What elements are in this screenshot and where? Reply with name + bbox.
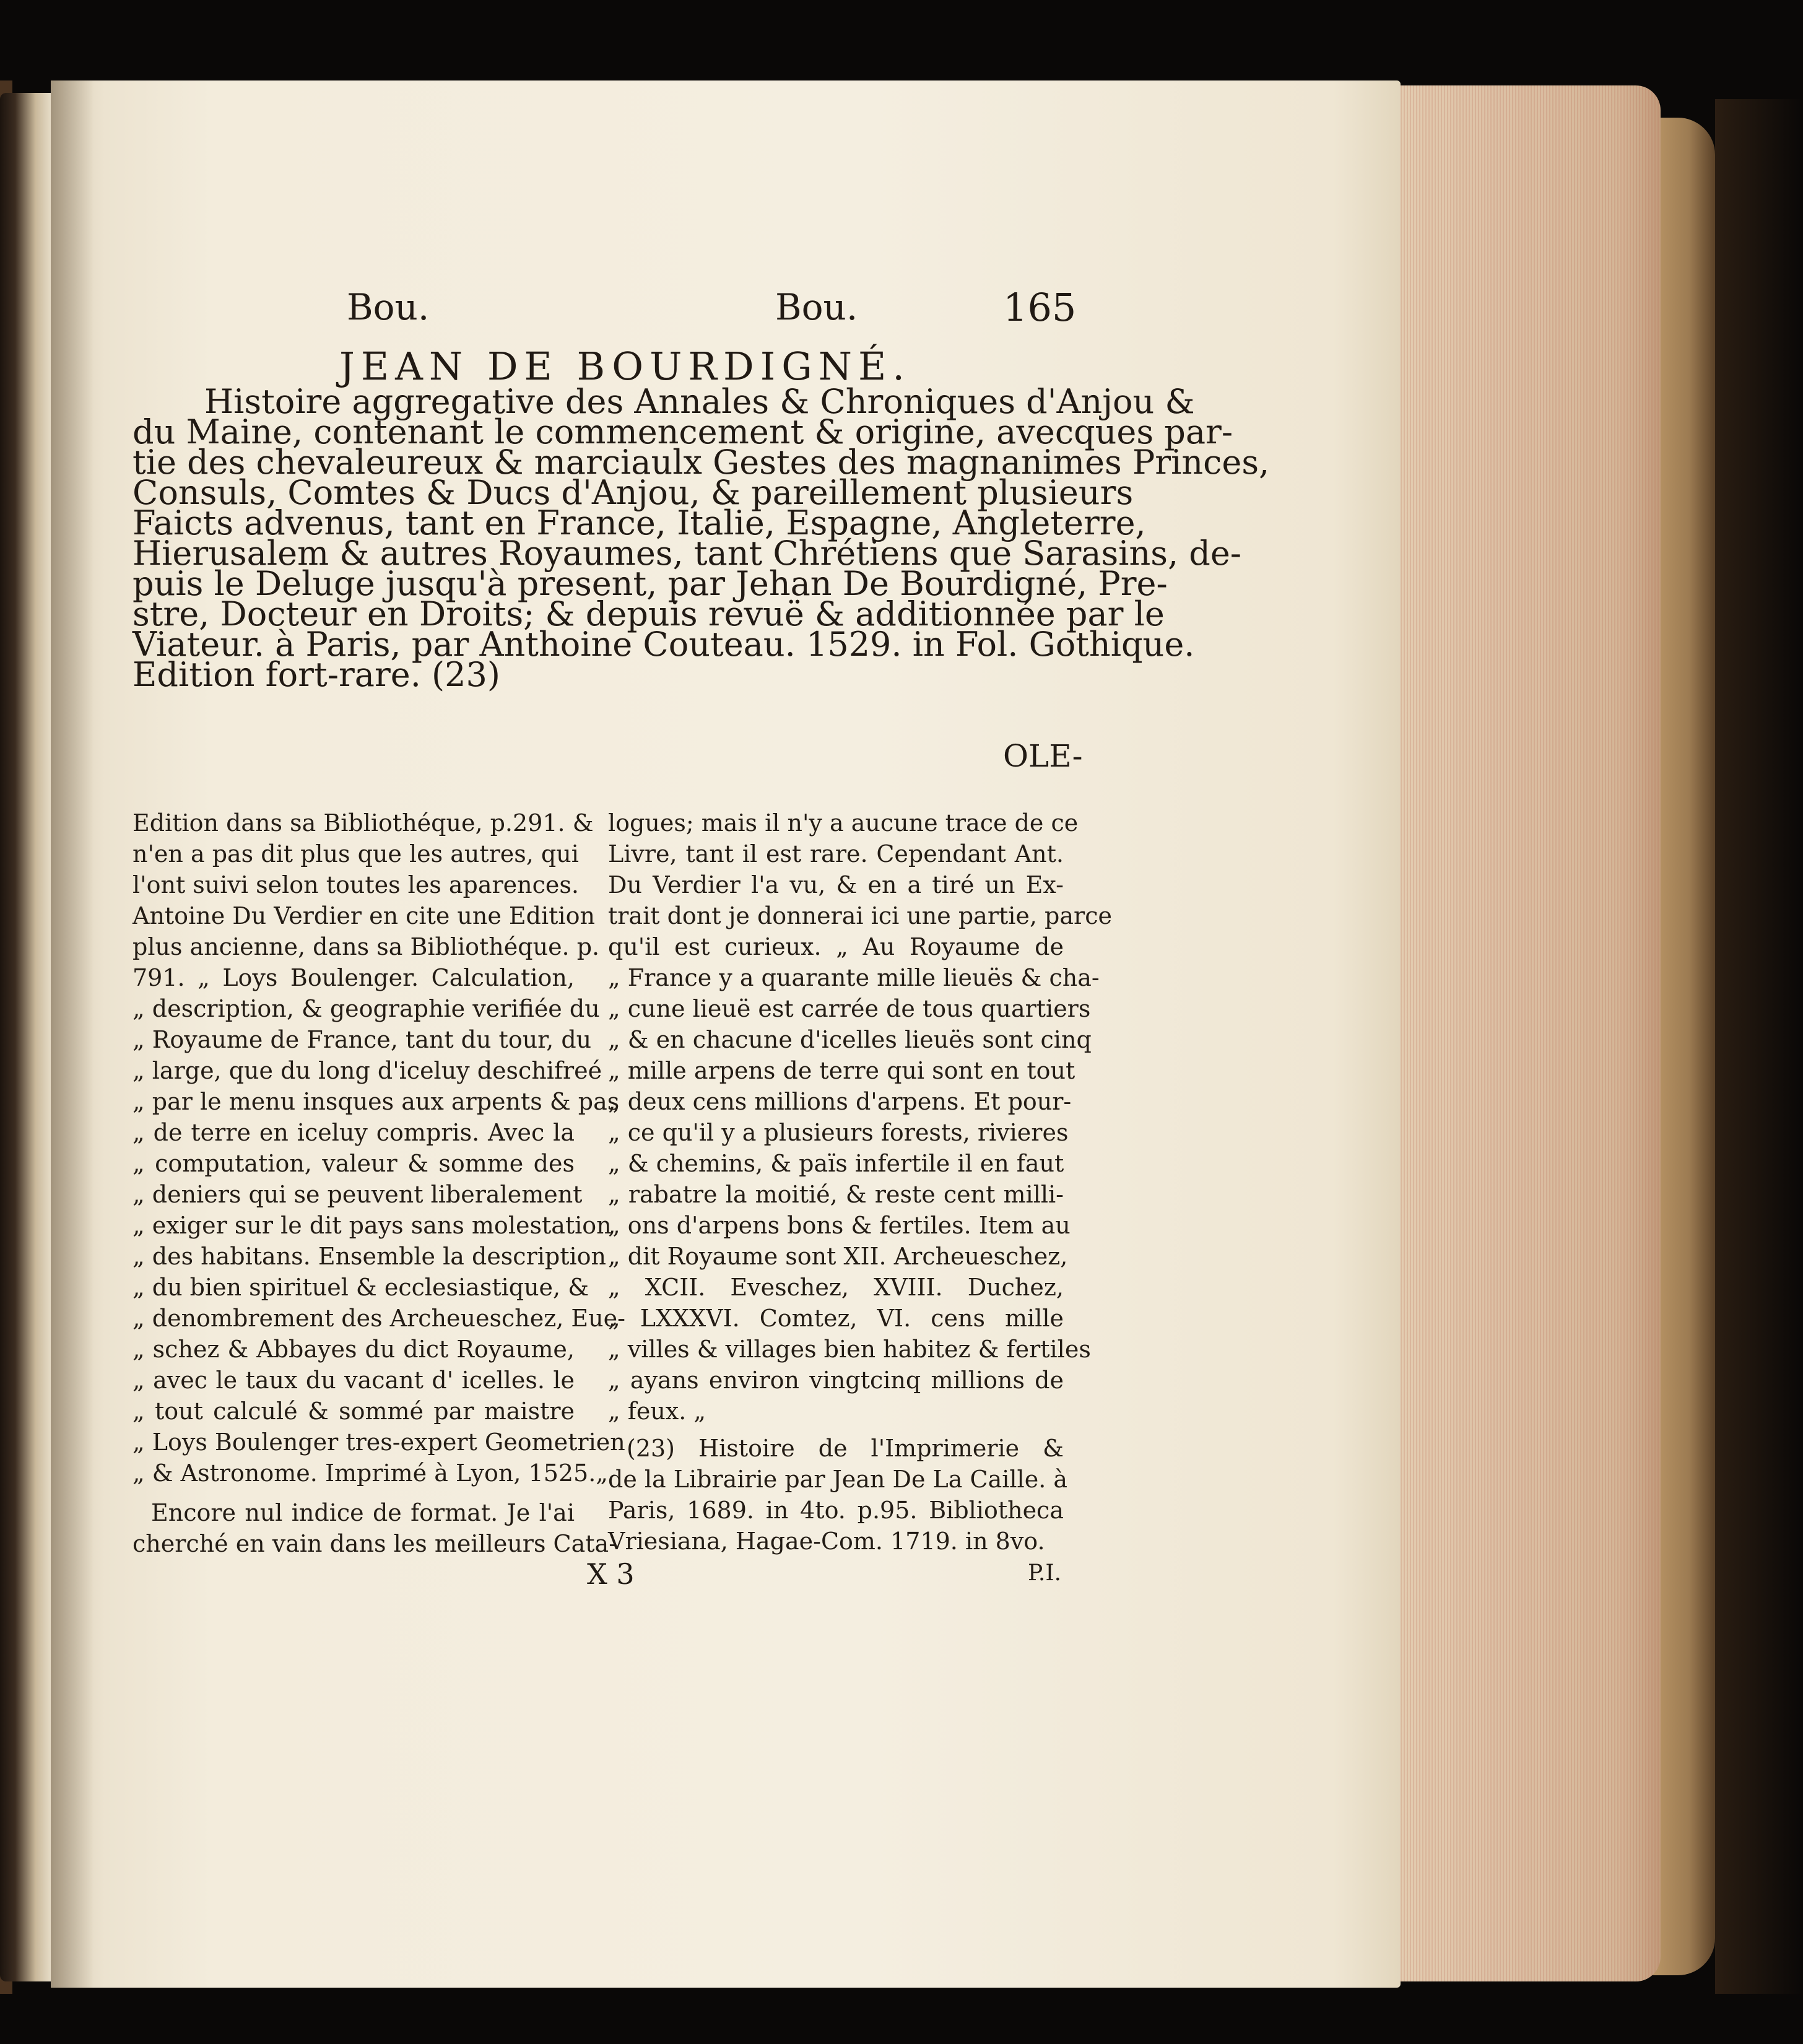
main-text-line: Edition fort-rare. (23) — [133, 655, 500, 694]
right-column-line: Paris, 1689. in 4to. p.95. Bibliotheca — [608, 1497, 1064, 1524]
left-column-line: „ avec le taux du vacant d' icelles. le — [133, 1367, 575, 1394]
main-text-line: du Maine, contenant le commencement & origine, avecques par- — [133, 412, 1233, 451]
left-column-line: „ exiger sur le dit pays sans molestation — [133, 1212, 612, 1239]
right-column-line: „ rabatre la moitié, & reste cent milli- — [608, 1181, 1064, 1208]
catchword-top: OLE- — [1003, 738, 1083, 774]
left-column-line: plus ancienne, dans sa Bibliothéque. p. — [133, 933, 600, 960]
right-column-line: „ & en chacune d'icelles lieuës sont cinq — [608, 1026, 1092, 1053]
right-column-line: „ France y a quarante mille lieuës & cha- — [608, 964, 1100, 991]
catchword-bottom: P.I. — [1028, 1560, 1062, 1586]
left-column-line: „ deniers qui se peuvent liberalement — [133, 1181, 583, 1208]
left-column-line: „ denombrement des Archeueschez, Eue- — [133, 1305, 625, 1332]
cover-shadow — [1715, 99, 1803, 1994]
left-column-line: „ large, que du long d'iceluy deschifreé — [133, 1057, 602, 1084]
left-column-line: „ Royaume de France, tant du tour, du — [133, 1026, 592, 1053]
right-column-line: „ ce qu'il y a plusieurs forests, rivieres — [608, 1119, 1069, 1146]
right-column-line: qu'il est curieux. „ Au Royaume de — [608, 933, 1064, 960]
left-column-line: „ Loys Boulenger tres-expert Geometrien — [133, 1429, 625, 1456]
right-column-line: logues; mais il n'y a aucune trace de ce — [608, 809, 1079, 837]
right-column-line: „ deux cens millions d'arpens. Et pour- — [608, 1088, 1072, 1115]
page-number: 165 — [1003, 285, 1077, 330]
main-text-line: Hierusalem & autres Royaumes, tant Chrétiens que Sarasins, de- — [133, 534, 1242, 573]
right-column-line: „ villes & villages bien habitez & fertiles — [608, 1336, 1091, 1363]
left-column-line: Encore nul indice de format. Je l'ai — [151, 1499, 575, 1526]
right-column-line: de la Librairie par Jean De La Caille. à — [608, 1466, 1068, 1493]
left-column-line: Antoine Du Verdier en cite une Edition — [133, 902, 595, 929]
running-head-left: Bou. — [347, 286, 430, 328]
left-column-line: „ par le menu insques aux arpents & pas — [133, 1088, 620, 1115]
right-column-line: Livre, tant il est rare. Cependant Ant. — [608, 840, 1064, 868]
left-column-line: Edition dans sa Bibliothéque, p.291. & — [133, 809, 594, 837]
left-column-line: „ des habitans. Ensemble la description — [133, 1243, 607, 1270]
right-column-line: „ ons d'arpens bons & fertiles. Item au — [608, 1212, 1071, 1239]
left-column-line: „ de terre en iceluy compris. Avec la — [133, 1119, 575, 1146]
right-column-line: „ cune lieuë est carrée de tous quartiers — [608, 995, 1091, 1022]
left-column-line: „ du bien spirituel & ecclesiastique, & — [133, 1274, 589, 1301]
gutter-shadow — [51, 80, 94, 1988]
right-column-line: „ XCII. Eveschez, XVIII. Duchez, — [608, 1274, 1064, 1301]
left-column-line: n'en a pas dit plus que les autres, qui — [133, 840, 579, 868]
right-column-line: „ mille arpens de terre qui sont en tout — [608, 1057, 1075, 1084]
left-column-line: 791. „ Loys Boulenger. Calculation, — [133, 964, 575, 991]
left-column-line: cherché en vain dans les meilleurs Cata- — [133, 1530, 617, 1557]
left-column-line: l'ont suivi selon toutes les aparences. — [133, 871, 579, 898]
left-column-line: „ computation, valeur & somme des — [133, 1150, 575, 1177]
right-column-line: Du Verdier l'a vu, & en a tiré un Ex- — [608, 871, 1064, 898]
right-column-line: „ feux. „ — [608, 1398, 706, 1425]
running-head-center: Bou. — [775, 286, 858, 328]
left-column-line: „ tout calculé & sommé par maistre — [133, 1398, 575, 1425]
main-text-line: Histoire aggregative des Annales & Chroniques d'Anjou & — [204, 382, 1195, 421]
left-column-line: „ & Astronome. Imprimé à Lyon, 1525.„ — [133, 1459, 608, 1487]
right-column-line: „ LXXXVI. Comtez, VI. cens mille — [608, 1305, 1064, 1332]
left-column-line: „ description, & geographie verifiée du — [133, 995, 600, 1022]
right-column-line: trait dont je donnerai ici une partie, parce — [608, 902, 1112, 929]
left-page-edge — [0, 93, 51, 1981]
page-fore-edge — [1401, 85, 1661, 1981]
signature-mark: X 3 — [587, 1557, 635, 1591]
main-text-line: puis le Deluge jusqu'à present, par Jehan De Bourdigné, Pre- — [133, 564, 1168, 603]
right-column-line: Vriesiana, Hagae-Com. 1719. in 8vo. — [608, 1528, 1045, 1555]
right-column-line: „ dit Royaume sont XII. Archeueschez, — [608, 1243, 1068, 1270]
right-column-line: „ & chemins, & païs infertile il en faut — [608, 1150, 1064, 1177]
main-text-line: Faicts advenus, tant en France, Italie, Espagne, Angleterre, — [133, 503, 1146, 542]
left-column-line: „ schez & Abbayes du dict Royaume, — [133, 1336, 575, 1363]
entry-title: JEAN DE BOURDIGNÉ. — [339, 344, 911, 389]
main-text-line: stre, Docteur en Droits; & depuis revuë & additionnée par le — [133, 594, 1165, 633]
right-column-line: (23) Histoire de l'Imprimerie & — [627, 1435, 1064, 1462]
right-column-line: „ ayans environ vingtcinq millions de — [608, 1367, 1064, 1394]
main-text-line: tie des chevaleureux & marciaulx Gestes des magnanimes Princes, — [133, 443, 1270, 482]
main-text-line: Consuls, Comtes & Ducs d'Anjou, & pareillement plusieurs — [133, 473, 1134, 512]
main-text-line: Viateur. à Paris, par Anthoine Couteau. 1529. in Fol. Gothique. — [133, 625, 1195, 664]
